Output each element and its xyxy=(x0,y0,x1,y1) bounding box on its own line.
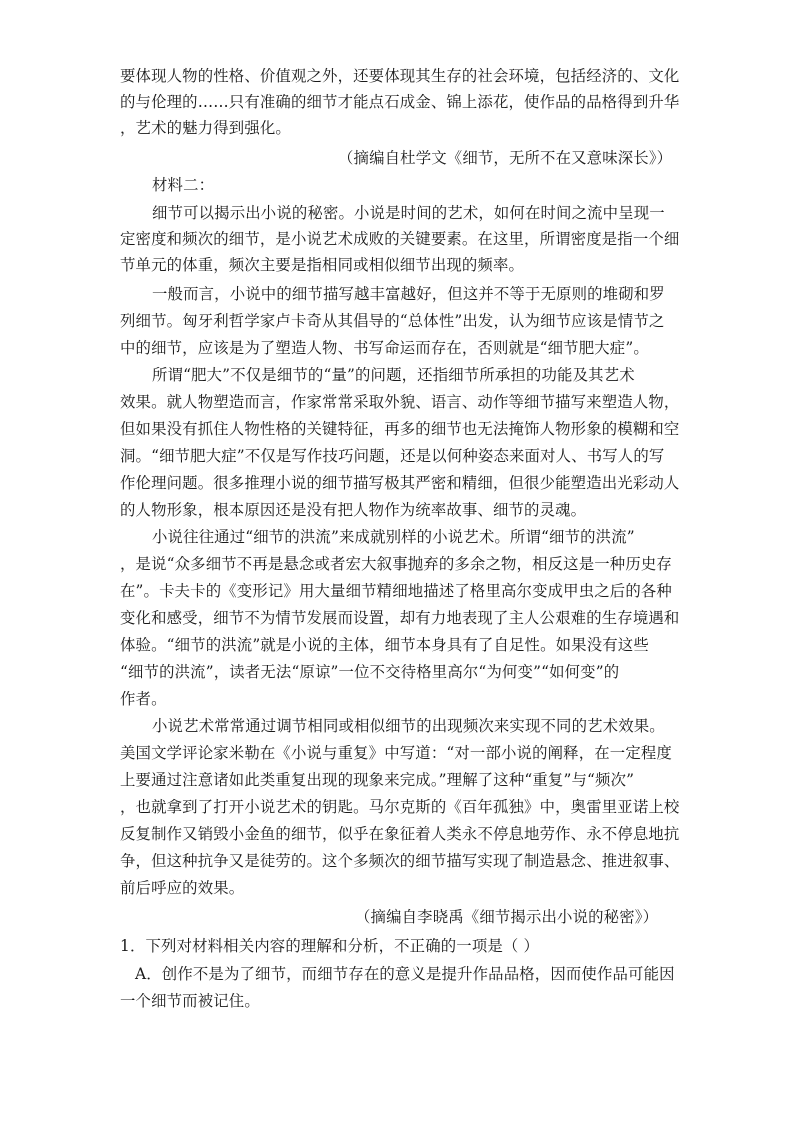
text-line: 上要通过注意诸如此类重复出现的现象来完成。”理解了这种“重复”与“频次” xyxy=(120,771,635,789)
text-line: “细节的洪流”，读者无法“原谅”一位不交待格里高尔“为何变”“如何变”的 xyxy=(120,663,620,681)
text-line: 作者。 xyxy=(120,690,167,708)
text-line: 定密度和频次的细节，是小说艺术成败的关键要素。在这里，所谓密度是指一个细 xyxy=(120,230,680,248)
text-line: 节单元的体重，频次主要是指相同或相似细节出现的频率。 xyxy=(120,256,525,274)
text-line: 但如果没有抓住人物性格的关键特征，再多的细节也无法掩饰人物形象的模糊和空 xyxy=(120,420,680,438)
text-line: 变化和感受，细节不为情节发展而设置，却有力地表现了主人公艰难的生存境遇和 xyxy=(120,609,680,627)
text-line: 洞。“细节肥大症”不仅是写作技巧问题，还是以何种姿态来面对人、书写人的写 xyxy=(120,447,665,465)
option-a: A．创作不是为了细节，而细节存在的意义是提升作品品格，因而使作品可能因 xyxy=(135,965,675,983)
text-line: ，艺术的魅力得到强化。 xyxy=(120,119,291,137)
text-line: 效果。就人物塑造而言，作家常常采取外貌、语言、动作等细节描写来塑造人物， xyxy=(120,393,680,411)
source-citation: （摘编自杜学文《细节，无所不在又意味深长》） xyxy=(338,149,673,167)
text-line: 的人物形象，根本原因还是没有把人物作为统率故事、细节的灵魂。 xyxy=(120,501,587,519)
option-a-continuation: 一个细节而被记住。 xyxy=(120,992,260,1010)
text-line: 要体现人物的性格、价值观之外，还要体现其生存的社会环境，包括经济的、文化 xyxy=(120,67,680,85)
source-citation: （摘编自李晓禹《细节揭示出小说的秘密》） xyxy=(355,908,659,926)
text-line: 前后呼应的效果。 xyxy=(120,879,245,897)
text-line: ，也就拿到了打开小说艺术的钥匙。马尔克斯的《百年孤独》中，奥雷里亚诺上校 xyxy=(120,798,680,816)
paragraph-start: 细节可以揭示出小说的秘密。小说是时间的艺术，如何在时间之流中呈现一 xyxy=(152,204,665,222)
text-line: ，是说“众多细节不再是悬念或者宏大叙事抛弃的多余之物，相反这是一种历史存 xyxy=(120,555,672,573)
text-line: 在”。卡夫卡的《变形记》用大量细节精细地描述了格里高尔变成甲虫之后的各种 xyxy=(120,582,672,600)
text-line: 争，但这种抗争又是徒劳的。这个多频次的细节描写实现了制造悬念、推进叙事、 xyxy=(120,852,680,870)
paragraph-start: 小说往往通过“细节的洪流”来成就别样的小说艺术。所谓“细节的洪流” xyxy=(152,528,635,546)
text-line: 列细节。匈牙利哲学家卢卡奇从其倡导的“总体性”出发，认为细节应该是情节之 xyxy=(120,312,665,330)
question-1: 1．下列对材料相关内容的理解和分析，不正确的一项是（ ） xyxy=(120,937,540,955)
text-line: 体验。“细节的洪流”就是小说的主体，细节本身具有了自足性。如果没有这些 xyxy=(120,636,649,654)
paragraph-start: 所谓“肥大”不仅是细节的“量”的问题，还指细节所承担的功能及其艺术 xyxy=(152,366,635,384)
section-heading: 材料二： xyxy=(152,176,215,194)
text-line: 反复制作又销毁小金鱼的细节，似乎在象征着人类永不停息地劳作、永不停息地抗 xyxy=(120,825,680,843)
paragraph-start: 一般而言，小说中的细节描写越丰富越好，但这并不等于无原则的堆砌和罗 xyxy=(152,285,665,303)
text-line: 美国文学评论家米勒在《小说与重复》中写道：“对一部小说的阐释，在一定程度 xyxy=(120,744,672,762)
text-line: 中的细节，应该是为了塑造人物、书写命运而存在，否则就是“细节肥大症”。 xyxy=(120,339,649,357)
paragraph-start: 小说艺术常常通过调节相同或相似细节的出现频次来实现不同的艺术效果。 xyxy=(152,717,665,735)
text-line: 作伦理问题。很多推理小说的细节描写极其严密和精细，但很少能塑造出光彩动人 xyxy=(120,474,680,492)
text-line: 的与伦理的……只有准确的细节才能点石成金、锦上添花，使作品的品格得到升华 xyxy=(120,93,680,111)
